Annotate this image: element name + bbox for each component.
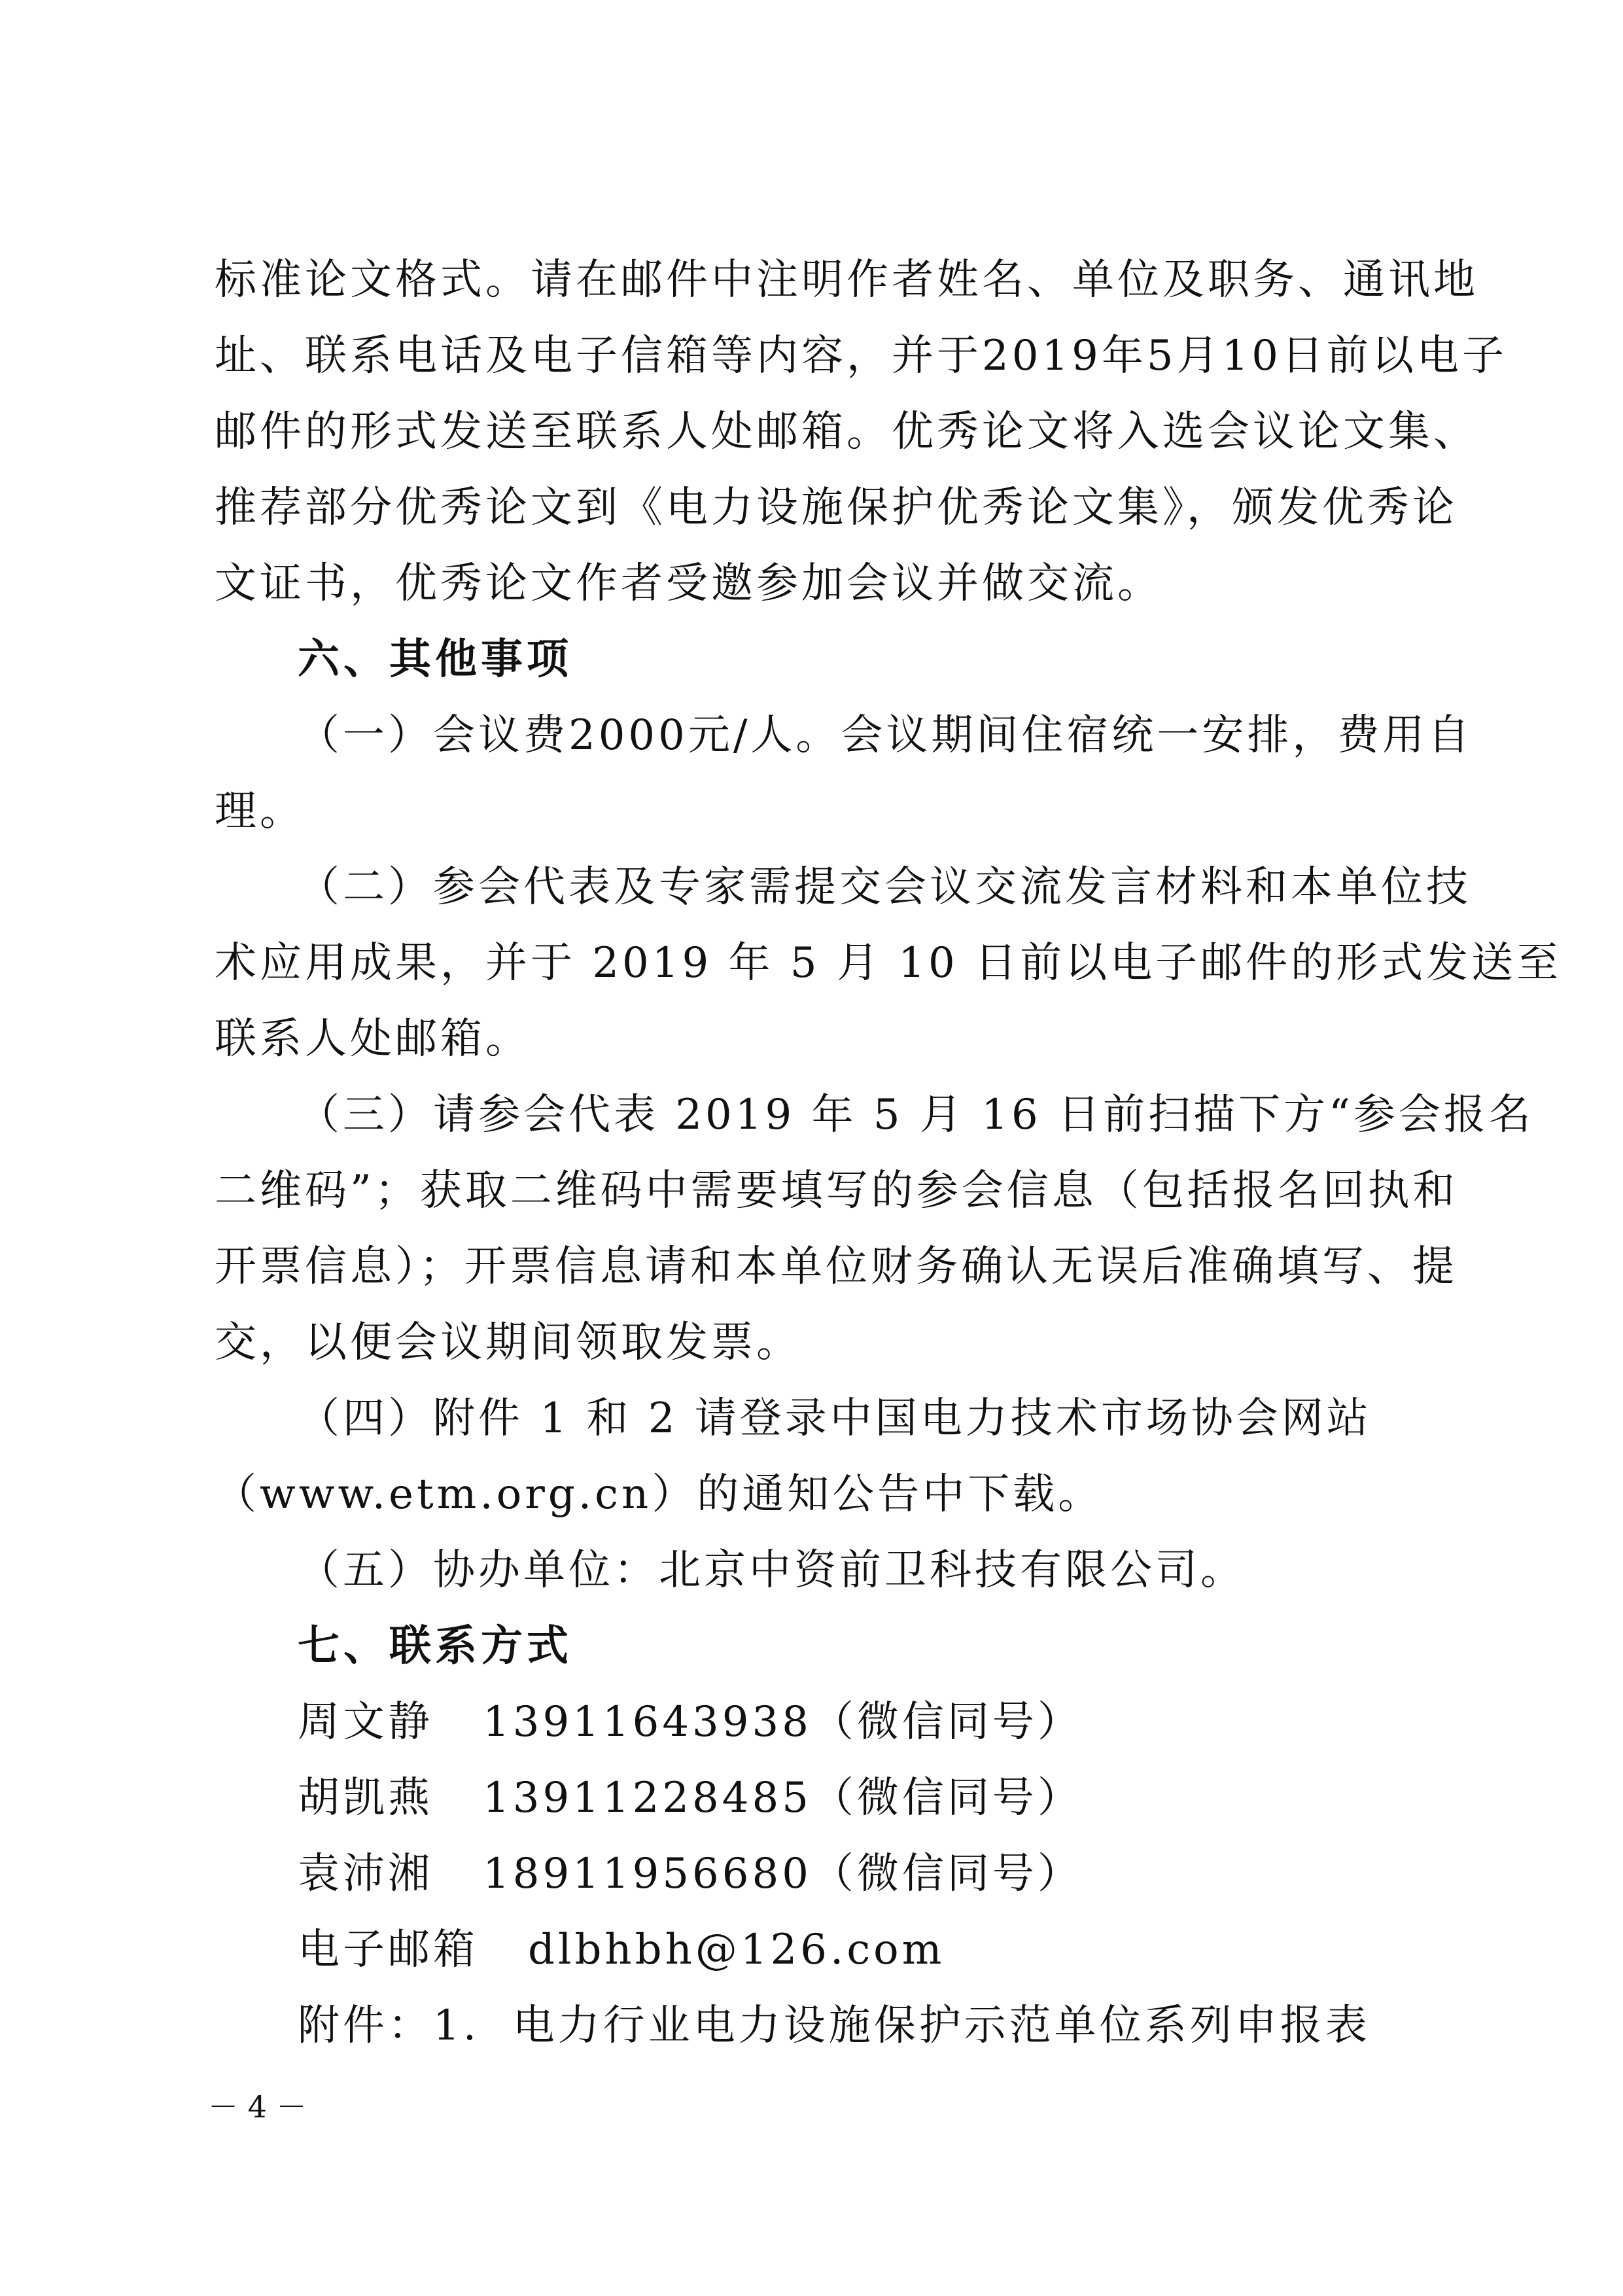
section-6-item-3-line-2: 二维码”；获取二维码中需要填写的参会信息（包括报名回执和 (215, 1167, 1458, 1215)
contact-line-3: 袁沛湘 18911956680（微信同号） (298, 1850, 1083, 1898)
contact-line-2: 胡凯燕 13911228485（微信同号） (298, 1774, 1083, 1822)
body-line-1: 标准论文格式。请在邮件中注明作者姓名、单位及职务、通讯地 (215, 256, 1478, 304)
contact-line-1: 周文静 13911643938（微信同号） (298, 1698, 1083, 1746)
section-6-item-4-line-1: （四）附件 1 和 2 请登录中国电力技术市场协会网站 (298, 1394, 1372, 1443)
body-line-2: 址、联系电话及电子信箱等内容，并于2019年5月10日前以电子 (215, 332, 1508, 380)
section-6-item-3-line-4: 交，以便会议期间领取发票。 (215, 1318, 801, 1367)
section-6-item-1-line-1: （一）会议费2000元/人。会议期间住宿统一安排，费用自 (298, 711, 1473, 760)
section-6-heading: 六、其他事项 (298, 635, 572, 684)
section-6-item-2-line-3: 联系人处邮箱。 (215, 1015, 531, 1063)
page-number: － 4 － (208, 2089, 307, 2125)
contact-email: 电子邮箱 dlbhbh@126.com (298, 1926, 945, 1974)
section-7-heading: 七、联系方式 (298, 1622, 572, 1670)
section-6-item-3-line-1: （三）请参会代表 2019 年 5 月 16 日前扫描下方“参会报名 (298, 1091, 1534, 1139)
body-line-5: 文证书，优秀论文作者受邀参加会议并做交流。 (215, 559, 1162, 608)
body-line-3: 邮件的形式发送至联系人处邮箱。优秀论文将入选会议论文集、 (215, 408, 1478, 456)
section-6-item-3-line-3: 开票信息）；开票信息请和本单位财务确认无误后准确填写、提 (215, 1243, 1457, 1291)
section-6-item-4-line-2: （www.etm.org.cn）的通知公告中下载。 (215, 1470, 1104, 1519)
section-6-item-2-line-2: 术应用成果，并于 2019 年 5 月 10 日前以电子邮件的形式发送至 (215, 939, 1562, 987)
section-6-item-1-line-2: 理。 (215, 787, 305, 836)
body-line-4: 推荐部分优秀论文到《电力设施保护优秀论文集》，颁发优秀论 (215, 484, 1457, 532)
attachment-line: 附件：1. 电力行业电力设施保护示范单位系列申报表 (298, 2002, 1370, 2050)
section-6-item-5: （五）协办单位：北京中资前卫科技有限公司。 (298, 1546, 1246, 1595)
section-6-item-2-line-1: （二）参会代表及专家需提交会议交流发言材料和本单位技 (298, 863, 1471, 911)
